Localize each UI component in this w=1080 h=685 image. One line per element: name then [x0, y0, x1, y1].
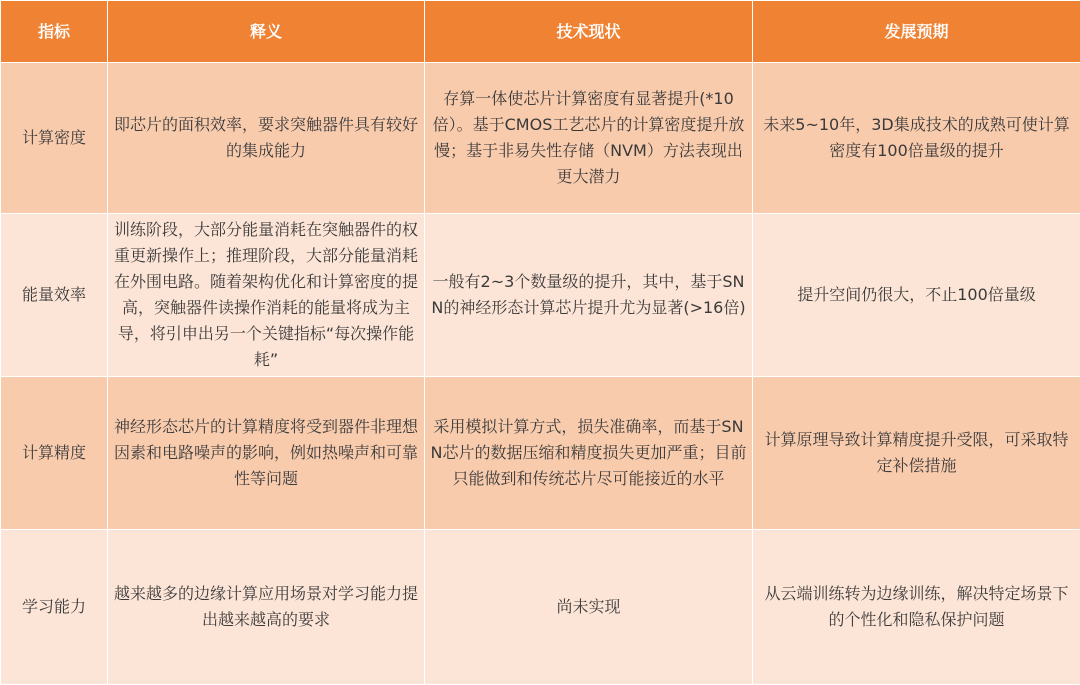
header-row: [1, 1, 1080, 63]
outlook-cell: 计算原理导致计算精度提升受限，可采取特定补偿措施: [753, 377, 1080, 530]
definition-cell: 即芯片的面积效率，要求突触器件具有较好的集成能力: [108, 63, 425, 214]
definition-cell: 越来越多的边缘计算应用场景对学习能力提出越来越高的要求: [108, 530, 425, 685]
outlook-cell: 未来5~10年，3D集成技术的成熟可使计算密度有100倍量级的提升: [753, 63, 1080, 214]
header-status: 技术现状: [425, 1, 753, 63]
table-row: [1, 530, 1080, 685]
definition-cell: 神经形态芯片的计算精度将受到器件非理想因素和电路噪声的影响，例如热噪声和可靠性等问题: [108, 377, 425, 530]
table-row: [1, 214, 1080, 377]
header-outlook: 发展预期: [753, 1, 1080, 63]
status-cell: 存算一体使芯片计算密度有显著提升(*10倍）。基于CMOS工艺芯片的计算密度提升放慢；基于非易失性存储（NVM）方法表现出更大潜力: [425, 63, 753, 214]
header-metric: 指标: [1, 1, 108, 63]
outlook-cell: 提升空间仍很大，不止100倍量级: [753, 214, 1080, 377]
status-cell: 采用模拟计算方式，损失准确率，而基于SNN芯片的数据压缩和精度损失更加严重；目前只能做到和传统芯片尽可能接近的水平: [425, 377, 753, 530]
status-cell: 尚未实现: [425, 530, 753, 685]
status-cell: 一般有2~3个数量级的提升，其中，基于SNN的神经形态计算芯片提升尤为显著(>16倍): [425, 214, 753, 377]
metric-cell: 计算精度: [1, 377, 108, 530]
metric-cell: 计算密度: [1, 63, 108, 214]
table-row: [1, 377, 1080, 530]
outlook-cell: 从云端训练转为边缘训练，解决特定场景下的个性化和隐私保护问题: [753, 530, 1080, 685]
definition-cell: 训练阶段，大部分能量消耗在突触器件的权重更新操作上；推理阶段，大部分能量消耗在外围电路。随着架构优化和计算密度的提高，突触器件读操作消耗的能量将成为主导，将引申出另一个关键指标“每次操作能耗”: [108, 214, 425, 377]
header-definition: 释义: [108, 1, 425, 63]
metric-cell: 能量效率: [1, 214, 108, 377]
metric-cell: 学习能力: [1, 530, 108, 685]
table-row: [1, 63, 1080, 214]
